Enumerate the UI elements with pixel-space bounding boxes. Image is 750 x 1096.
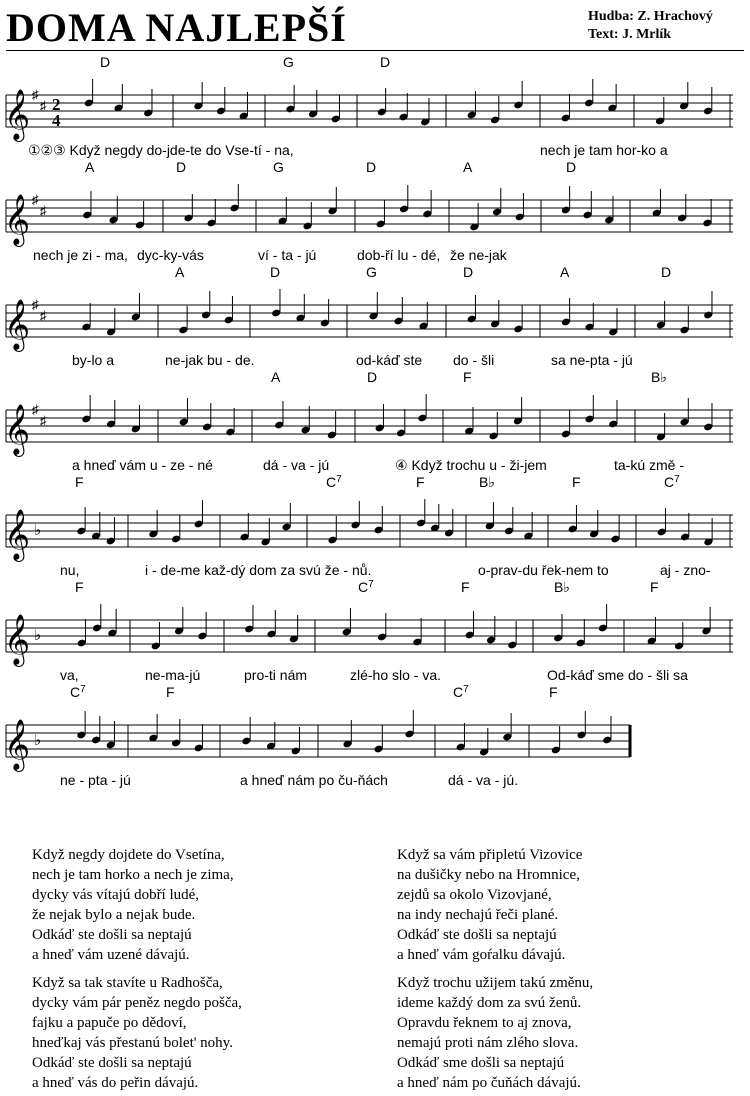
verse-line: a hneď vám goŕalku dávajú. xyxy=(397,947,566,963)
sharp-sign: ♯ xyxy=(32,297,39,312)
treble-clef: 𝄞 xyxy=(4,509,31,560)
lyric-line: že ne-jak xyxy=(450,247,507,263)
chord-symbol: F xyxy=(416,474,425,490)
verse-line: fajku a papuče po dědoví, xyxy=(32,1015,187,1031)
chord-symbol: A xyxy=(175,264,185,280)
sharp-sign: ♯ xyxy=(32,192,39,207)
chord-symbol: F xyxy=(166,684,175,700)
treble-clef: 𝄞 xyxy=(4,194,31,245)
sharp-sign: ♯ xyxy=(40,98,47,113)
verse-block xyxy=(32,973,242,1093)
treble-clef: 𝄞 xyxy=(4,89,31,140)
song-title: DOMA NAJLEPŠÍ xyxy=(6,5,347,50)
lyric-line: a hneď nám po ču-ňách xyxy=(240,772,388,788)
chord-symbol: F xyxy=(463,369,472,385)
chord-symbol: A xyxy=(271,369,281,385)
verse-block xyxy=(397,845,582,965)
verse-line: ideme každý dom za svú ženů. xyxy=(397,995,582,1011)
staff-system xyxy=(4,264,733,368)
lyric-line: i - de-me kaž-dý dom za svú že - nů. xyxy=(145,562,372,578)
chord-superscript: 7 xyxy=(336,474,342,485)
verse-line: Odkáď ste došli sa neptajú xyxy=(397,927,557,943)
time-signature-bottom: 4 xyxy=(52,111,61,130)
verse-line: Opravdu řeknem to aj znova, xyxy=(397,1015,572,1031)
lyric-line: by-lo a xyxy=(72,352,115,368)
staff-system xyxy=(4,54,733,158)
lyric-line: ne-ma-jú xyxy=(145,667,201,683)
chord-symbol: B♭ xyxy=(651,369,667,385)
verse-line: nemajú proti nám zlého slova. xyxy=(397,1035,579,1051)
chord-symbol: D xyxy=(367,369,378,385)
verse-line: na dušičky nebo na Hromnice, xyxy=(397,867,580,883)
sharp-sign: ♯ xyxy=(32,87,39,102)
sharp-sign: ♯ xyxy=(40,308,47,323)
chord-symbol: D xyxy=(176,159,187,175)
lyric-line: do - šli xyxy=(453,352,495,368)
chord-symbol: G xyxy=(283,54,294,70)
treble-clef: 𝄞 xyxy=(4,719,31,770)
chord-symbol: B♭ xyxy=(554,579,570,595)
chord-symbol: B♭ xyxy=(479,474,495,490)
lyric-line: ta-kú změ - xyxy=(614,457,685,473)
lyric-line: od-káď ste xyxy=(356,352,423,368)
lyric-line: ví - ta - jú xyxy=(258,247,317,263)
chord-superscript: 7 xyxy=(80,684,86,695)
verse-line: Odkáď ste došli sa neptajú xyxy=(32,927,192,943)
lyric-line: zlé-ho slo - va. xyxy=(350,667,442,683)
verse-line: Když trochu užijem takú změnu, xyxy=(397,975,594,991)
chord-symbol: F xyxy=(75,474,84,490)
lyric-line: o-prav-du řek-nem to xyxy=(478,562,609,578)
verse-line: na indy nechajú řeči plané. xyxy=(397,907,559,923)
flat-sign: ♭ xyxy=(34,733,42,749)
lyric-line: ①②③ Když negdy do-jde-te do Vse-tí - na, xyxy=(28,142,294,158)
music-credit: Hudba: Z. Hrachový xyxy=(588,9,713,24)
verse-line: Odkáď ste došli sa neptajú xyxy=(32,1055,192,1071)
chord-symbol: $C^7$ xyxy=(453,684,469,700)
lyric-line: Od-káď sme do - šli sa xyxy=(547,667,688,683)
chord-symbol: A xyxy=(85,159,95,175)
chord-symbol: A xyxy=(560,264,570,280)
lyric-line: pro-ti nám xyxy=(244,667,308,683)
lyric-line: aj - zno- xyxy=(660,562,711,578)
treble-clef: 𝄞 xyxy=(4,299,31,350)
lyric-line: va, xyxy=(60,667,79,683)
chord-symbol: D xyxy=(463,264,474,280)
staff-system xyxy=(4,159,733,263)
verse-line: Odkáď sme došli sa neptajú xyxy=(397,1055,565,1071)
staff-system xyxy=(4,684,630,788)
flat-sign: ♭ xyxy=(34,523,42,539)
text-credit: Text: J. Mrlík xyxy=(588,27,672,42)
chord-symbol: $C^7$ xyxy=(326,474,342,490)
treble-clef: 𝄞 xyxy=(4,404,31,455)
chord-symbol: $C^7$ xyxy=(664,474,680,490)
verse-line: a hneď vás do peřin dávajú. xyxy=(32,1075,199,1091)
chord-symbol: D xyxy=(366,159,377,175)
chord-symbol: G xyxy=(366,264,377,280)
chord-symbol: F xyxy=(572,474,581,490)
chord-symbol: D xyxy=(380,54,391,70)
chord-symbol: D xyxy=(100,54,111,70)
verse-block xyxy=(32,845,234,965)
chord-symbol: $C^7$ xyxy=(70,684,86,700)
verse-line: a hneď vám uzené dávajú. xyxy=(32,947,190,963)
lyric-line: ne-jak bu - de. xyxy=(165,352,255,368)
chord-symbol: A xyxy=(463,159,473,175)
staff-system xyxy=(4,369,733,473)
verse-line: Když sa vám připletú Vizovice xyxy=(397,847,583,863)
verse-line: že nejak bylo a nejak bude. xyxy=(32,907,196,923)
verse-line: Když negdy dojdete do Vsetína, xyxy=(32,847,225,863)
lyric-line: dá - va - jú. xyxy=(448,772,519,788)
verse-line: hneďkaj vás přestanú bolet' nohy. xyxy=(32,1035,233,1051)
chord-symbol: D xyxy=(270,264,281,280)
lyric-line: nech je tam hor-ko a xyxy=(540,142,668,158)
verse-line: Když sa tak stavíte u Radhošča, xyxy=(32,975,223,991)
lyric-line: a hneď vám u - ze - né xyxy=(72,457,213,473)
chord-superscript: 7 xyxy=(674,474,680,485)
staff-system xyxy=(4,579,733,683)
chord-superscript: 7 xyxy=(463,684,469,695)
chord-symbol: F xyxy=(461,579,470,595)
verse-line: zejdů sa okolo Vizovjané, xyxy=(397,887,552,903)
lyric-line: sa ne-pta - jú xyxy=(551,352,633,368)
chord-symbol: D xyxy=(566,159,577,175)
flat-sign: ♭ xyxy=(34,628,42,644)
staff-system xyxy=(4,474,733,578)
chord-symbol: F xyxy=(650,579,659,595)
lyric-line: dyc-ky-vás xyxy=(137,247,204,263)
lyric-line: nu, xyxy=(60,562,80,578)
verse-line: a hneď nám po čuňách dávajú. xyxy=(397,1075,581,1091)
chord-symbol: D xyxy=(661,264,672,280)
chord-symbol: F xyxy=(75,579,84,595)
verse-block xyxy=(397,973,593,1093)
lyric-line: ne - pta - jú xyxy=(60,772,131,788)
verse-line: dycky vás vítajú dobří ludé, xyxy=(32,887,200,903)
sharp-sign: ♯ xyxy=(40,413,47,428)
sharp-sign: ♯ xyxy=(40,203,47,218)
chord-symbol: $C^7$ xyxy=(358,579,374,595)
treble-clef: 𝄞 xyxy=(4,614,31,665)
verse-line: nech je tam horko a nech je zima, xyxy=(32,867,234,883)
lyric-line: dá - va - jú xyxy=(263,457,330,473)
chord-symbol: G xyxy=(273,159,284,175)
sharp-sign: ♯ xyxy=(32,402,39,417)
lyric-line: nech je zi - ma, xyxy=(33,247,128,263)
verse-line: dycky vám pár peněz negdo pošča, xyxy=(32,995,242,1011)
chord-symbol: F xyxy=(549,684,558,700)
lyric-line: ④ Když trochu u - ži-jem xyxy=(395,457,547,473)
time-signature-top: 2 xyxy=(52,95,61,114)
chord-superscript: 7 xyxy=(368,579,374,590)
lyric-line: dob-ří lu - dé, xyxy=(357,247,441,263)
